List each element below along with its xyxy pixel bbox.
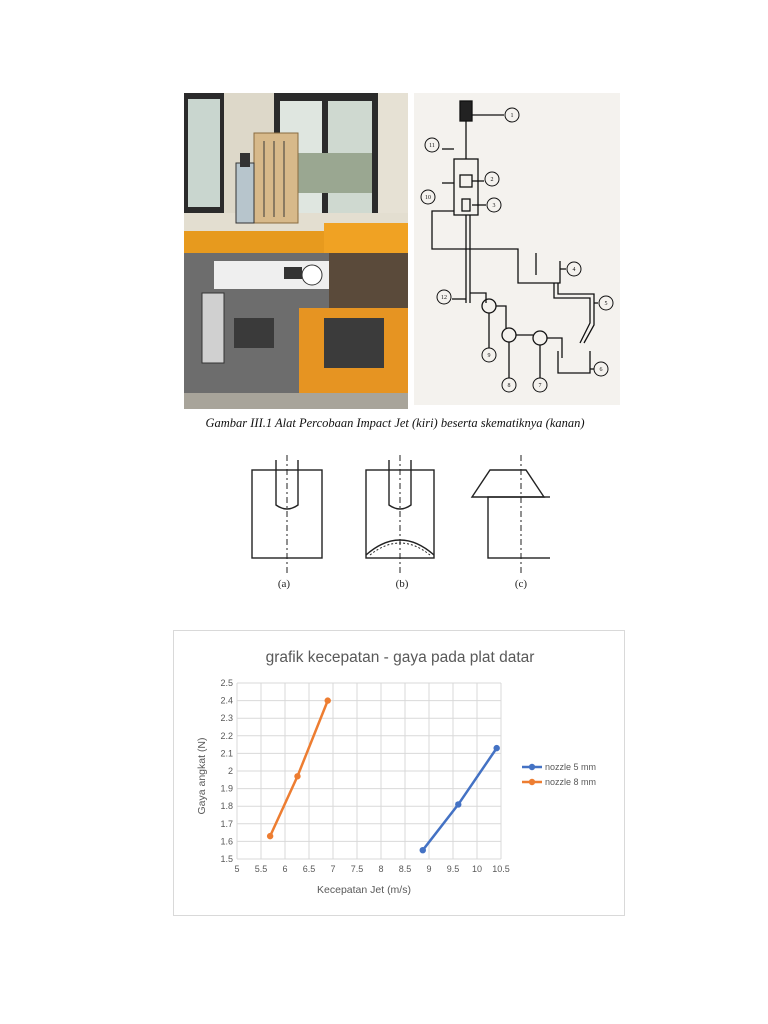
x-tick-label: 6.5 <box>302 864 316 874</box>
figure-caption: Gambar III.1 Alat Percobaan Impact Jet (kiri) beserta skematiknya (kanan) <box>205 416 585 430</box>
y-tick-label: 2 <box>227 766 233 776</box>
schematic-label: 2 <box>490 177 494 183</box>
x-tick-label: 9 <box>426 864 432 874</box>
y-tick-label: 1.6 <box>220 836 233 847</box>
schematic-label: 4 <box>572 267 576 273</box>
legend-label: nozzle 8 mm <box>545 777 597 787</box>
data-point <box>455 801 461 807</box>
chart-title: grafik kecepatan - gaya pada plat datar <box>265 649 535 666</box>
schematic-label-circles <box>421 108 613 392</box>
y-axis-label: Gaya angkat (N) <box>196 737 208 815</box>
plate-label-b: (b) <box>395 578 409 590</box>
plate-b <box>366 455 434 575</box>
data-point <box>325 697 331 703</box>
chart-container <box>173 630 625 916</box>
y-tick-label: 1.5 <box>220 854 233 864</box>
series-line <box>270 701 328 837</box>
legend-marker <box>529 779 535 785</box>
x-tick-label: 9.5 <box>446 864 460 874</box>
schematic-label: 7 <box>538 383 542 389</box>
series-line <box>423 748 497 850</box>
x-tick-label: 5.5 <box>254 864 268 874</box>
schematic-label: 1 <box>510 113 514 119</box>
apparatus-schematic <box>414 93 620 405</box>
x-tick-label: 6 <box>282 864 288 874</box>
legend-marker <box>529 764 535 770</box>
y-tick-label: 2.5 <box>220 678 233 688</box>
y-tick-label: 1.8 <box>220 801 233 812</box>
legend-label: nozzle 5 mm <box>545 762 597 772</box>
y-tick-label: 1.9 <box>220 783 233 794</box>
apparatus-photo <box>184 93 408 409</box>
plate-diagrams <box>240 455 550 595</box>
data-point <box>267 833 273 839</box>
schematic-label: 5 <box>604 301 608 307</box>
x-tick-label: 10 <box>471 864 483 874</box>
schematic-label: 11 <box>429 143 435 149</box>
schematic-label: 10 <box>425 195 431 201</box>
x-tick-label: 7 <box>330 864 336 874</box>
data-point <box>420 847 426 853</box>
y-tick-label: 2.4 <box>220 695 233 706</box>
plate-label-a: (a) <box>277 578 291 590</box>
x-tick-label: 7.5 <box>350 864 364 874</box>
schematic-label: 9 <box>487 353 491 359</box>
y-tick-label: 1.7 <box>220 818 233 829</box>
y-tick-label: 2.1 <box>220 748 233 759</box>
y-tick-label: 2.2 <box>220 730 233 741</box>
data-point <box>294 773 300 779</box>
x-tick-label: 10.5 <box>492 864 510 874</box>
plate-c <box>472 455 550 575</box>
x-tick-label: 5 <box>234 864 240 874</box>
schematic-label: 8 <box>507 383 511 389</box>
schematic-label: 12 <box>441 295 447 301</box>
x-tick-label: 8 <box>378 864 384 874</box>
plate-a <box>252 455 322 575</box>
schematic-label: 6 <box>599 367 603 373</box>
x-axis-label: Kecepatan Jet (m/s) <box>317 884 411 896</box>
schematic-label: 3 <box>492 203 496 209</box>
data-point <box>493 745 499 751</box>
y-tick-label: 2.3 <box>220 713 233 724</box>
x-tick-label: 8.5 <box>398 864 412 874</box>
plate-label-c: (c) <box>514 578 528 590</box>
force-velocity-chart <box>174 631 626 917</box>
